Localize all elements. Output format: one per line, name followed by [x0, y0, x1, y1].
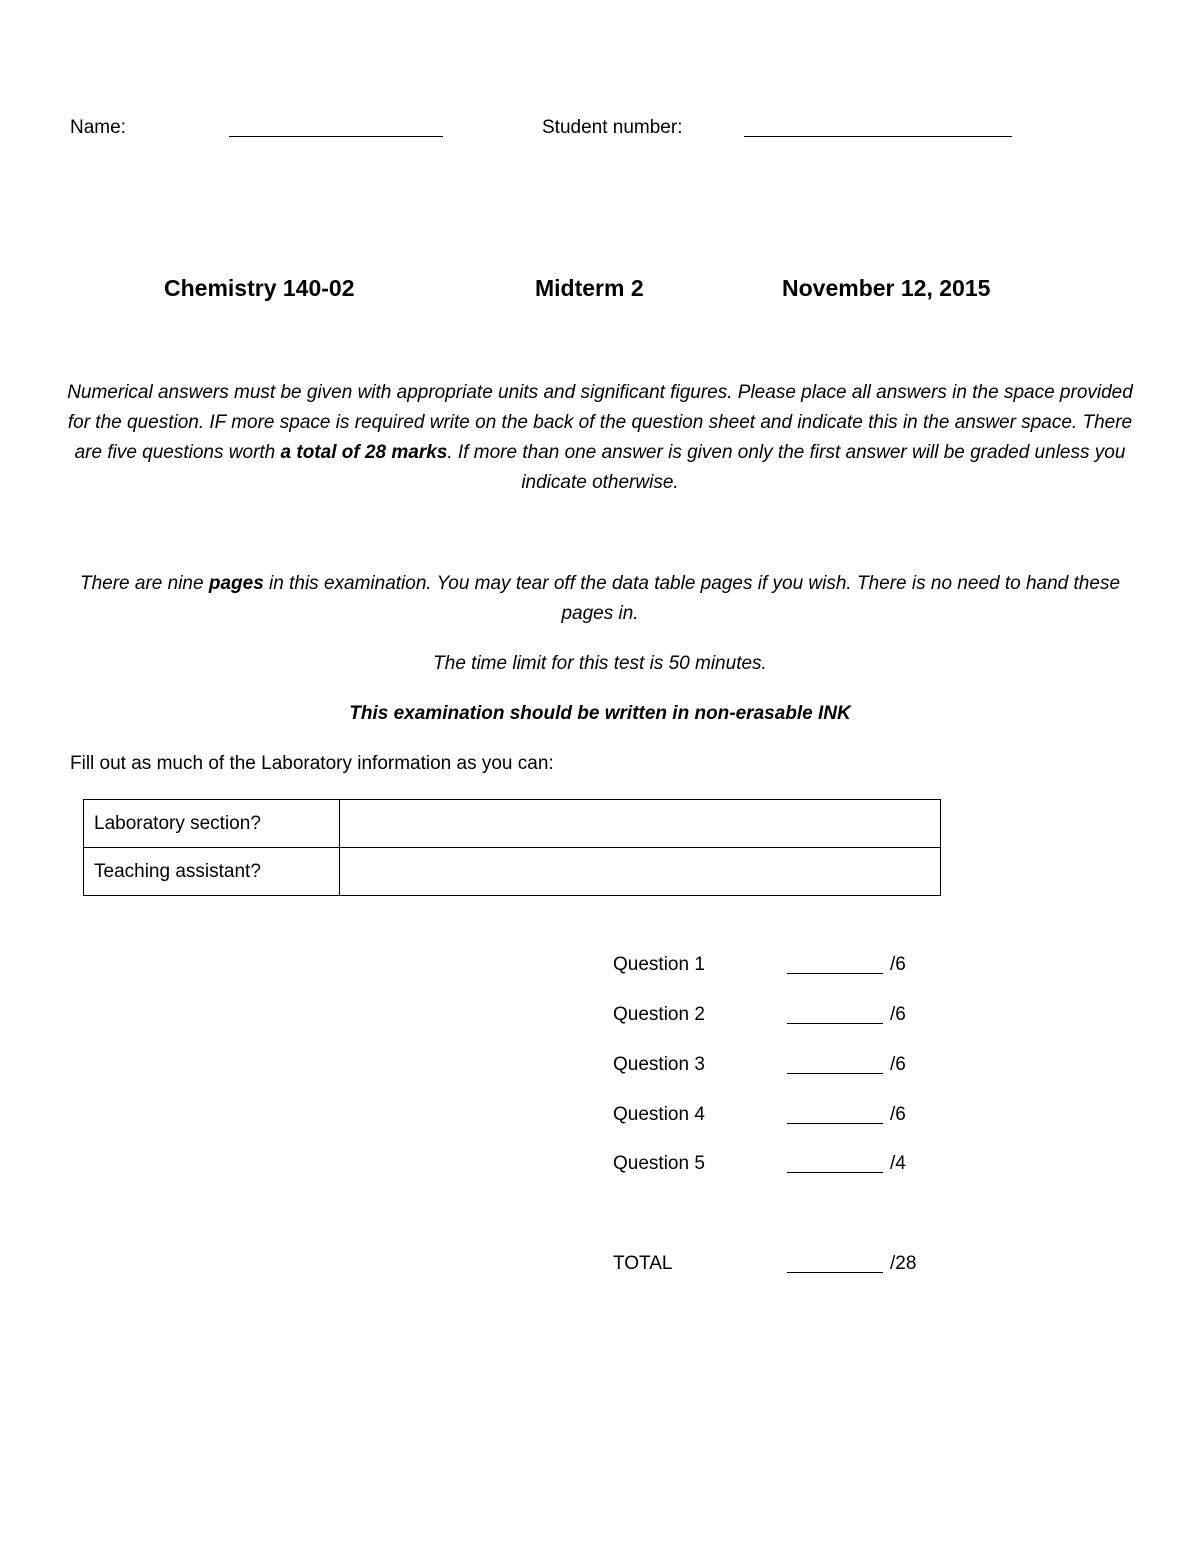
student-number-label: Student number: — [542, 117, 683, 138]
question-4-label: Question 4 — [613, 1104, 705, 1125]
teaching-assistant-input-cell[interactable] — [340, 848, 941, 896]
lab-section-label: Laboratory section? — [84, 800, 340, 848]
question-3-score-line[interactable] — [787, 1073, 883, 1074]
ink-notice: This examination should be written in non-erasable INK — [349, 703, 851, 724]
question-1-score-line[interactable] — [787, 973, 883, 974]
question-5-score-line[interactable] — [787, 1172, 883, 1173]
name-label: Name: — [70, 117, 126, 138]
pages-paragraph — [60, 569, 1140, 629]
question-4-score-line[interactable] — [787, 1123, 883, 1124]
question-5-label: Question 5 — [613, 1153, 705, 1174]
instructions-total-marks: a total of 28 marks — [280, 442, 448, 463]
lab-info-table — [83, 799, 941, 896]
pages-text-1: There are nine — [79, 573, 209, 594]
instructions-paragraph — [60, 378, 1140, 498]
question-2-max: /6 — [890, 1004, 906, 1025]
pages-bold-word: pages — [208, 573, 264, 594]
total-score-line[interactable] — [787, 1272, 883, 1273]
name-field-line[interactable] — [229, 136, 443, 137]
question-2-label: Question 2 — [613, 1004, 705, 1025]
question-2-score-line[interactable] — [787, 1023, 883, 1024]
pages-text-2: in this examination. You may tear off the data table pages if you wish. There is no need to hand these pages in. — [263, 573, 1121, 624]
table-row — [84, 848, 941, 896]
exam-title: Midterm 2 — [535, 275, 644, 301]
question-5-max: /4 — [890, 1153, 906, 1174]
student-number-field-line[interactable] — [744, 136, 1012, 137]
lab-info-prompt: Fill out as much of the Laboratory information as you can: — [70, 753, 554, 774]
question-1-label: Question 1 — [613, 954, 705, 975]
question-1-max: /6 — [890, 954, 906, 975]
table-row — [84, 800, 941, 848]
exam-date: November 12, 2015 — [782, 275, 991, 301]
course-title: Chemistry 140-02 — [164, 275, 355, 301]
instructions-text-2: . If more than one answer is given only the first answer will be graded unless you indicate otherwise. — [447, 442, 1126, 493]
question-4-max: /6 — [890, 1104, 906, 1125]
question-3-max: /6 — [890, 1054, 906, 1075]
total-label: TOTAL — [613, 1253, 673, 1274]
total-max: /28 — [890, 1253, 917, 1274]
instructions-text-1: Numerical answers must be given with appropriate units and significant figures. Please place all answers in the space provided for the question. IF more space is required write on the back of the question sheet and indicate this in the answer space. There are five questions worth — [67, 382, 1133, 463]
time-limit-text: The time limit for this test is 50 minutes. — [433, 653, 767, 674]
teaching-assistant-label: Teaching assistant? — [84, 848, 340, 896]
question-3-label: Question 3 — [613, 1054, 705, 1075]
lab-section-input-cell[interactable] — [340, 800, 941, 848]
